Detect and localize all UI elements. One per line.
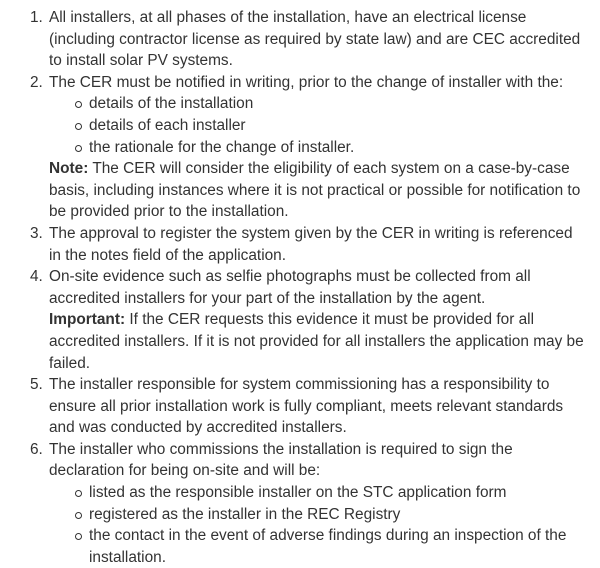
sub-list-item-text: details of each installer [89, 116, 246, 134]
list-number: 1. [30, 9, 43, 26]
sub-list-item [89, 482, 586, 504]
list-item [30, 223, 586, 266]
sub-list-item-text: details of the installation [89, 95, 254, 113]
sub-list-item-text: listed as the responsible installer on the STC application form [89, 484, 507, 502]
sub-list [49, 93, 586, 158]
list-item [30, 374, 586, 439]
list-item-text: The approval to register the system given by the CER in writing is referenced in the notes field of the application. [49, 224, 573, 264]
list-number: 2. [30, 73, 43, 91]
circle-bullet-icon [75, 101, 82, 108]
list-item-text: On-site evidence such as selfie photographs must be collected from all accredited installers for your part of the installation by the agent. [49, 268, 531, 307]
sub-list-item-text: registered as the installer in the REC Registry [89, 505, 401, 523]
circle-bullet-icon [75, 512, 82, 519]
important-paragraph [49, 309, 586, 374]
sub-list-item [89, 93, 586, 115]
circle-bullet-icon [75, 490, 82, 497]
sub-list-item [89, 525, 586, 568]
note-paragraph [49, 158, 586, 223]
important-text: If the CER requests this evidence it must be provided for all accredited installers. If it is not provided for all installers the application may be failed. [49, 311, 584, 372]
list-item-text: All installers, at all phases of the installation, have an electrical license (including contractor license as required by state law) and are CEC accredited to install solar PV systems. [49, 9, 581, 70]
sub-list-item [89, 137, 586, 159]
sub-list-item-text: the rationale for the change of installer. [89, 138, 355, 156]
list-number: 5. [30, 376, 43, 394]
circle-bullet-icon [75, 123, 82, 130]
sub-list [49, 482, 586, 568]
list-number: 6. [30, 440, 43, 458]
sub-list-item [89, 115, 586, 137]
list-item-text: The installer responsible for system commissioning has a responsibility to ensure all prior installation work is fully compliant, meets relevant standards and was conducted by accredited installers. [49, 376, 564, 437]
list-number: 4. [30, 268, 43, 286]
requirements-list [0, 7, 586, 568]
list-item [30, 266, 586, 374]
note-text: The CER will consider the eligibility of each system on a case-by-case basis, including instances where it is not practical or possible for notification to be provided prior to the installation. [49, 160, 581, 221]
important-label: Important: [49, 311, 126, 329]
circle-bullet-icon [75, 145, 82, 152]
list-item [30, 72, 586, 223]
list-item [30, 7, 586, 72]
list-number: 3. [30, 224, 43, 242]
list-item-text: The installer who commissions the installation is required to sign the declaration for being on-site and will be: [49, 440, 513, 480]
circle-bullet-icon [75, 533, 82, 540]
sub-list-item [89, 504, 586, 526]
note-label: Note: [49, 160, 89, 178]
list-item [30, 439, 586, 568]
sub-list-item-text: the contact in the event of adverse findings during an inspection of the installation. [89, 527, 567, 566]
list-item-text: The CER must be notified in writing, prior to the change of installer with the: [49, 73, 564, 91]
